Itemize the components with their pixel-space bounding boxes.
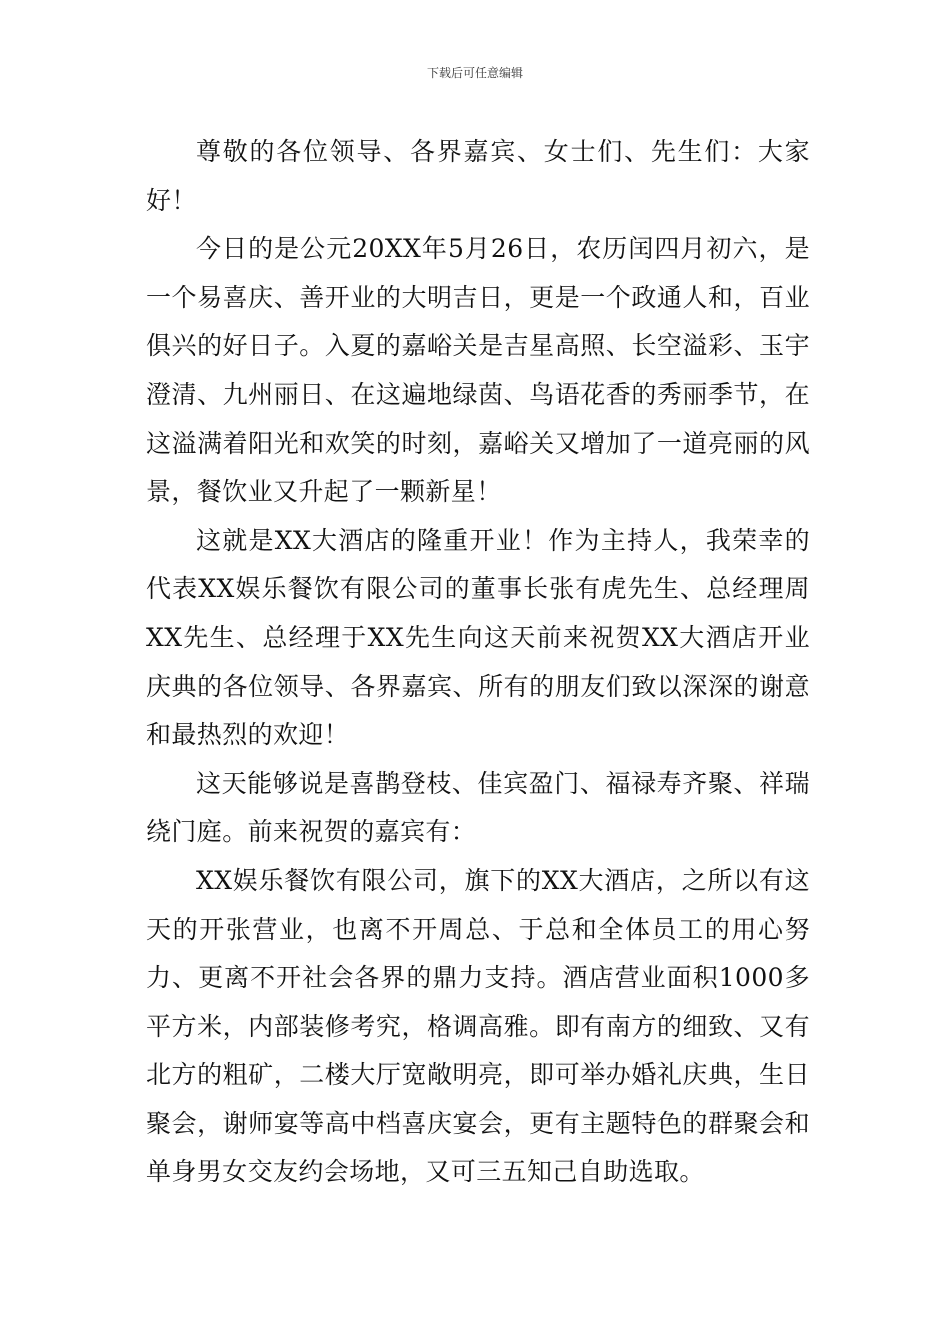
paragraph-greeting: 尊敬的各位领导、各界嘉宾、女士们、先生们：大家好！ [146, 137, 810, 215]
header-note: 下载后可任意编辑 [426, 66, 523, 80]
paragraph-guests: 这天能够说是喜鹊登枝、佳宾盈门、福禄寿齐聚、祥瑞绕门庭。前来祝贺的嘉宾有： [146, 768, 810, 847]
paragraph-opening: 这就是XX大酒店的隆重开业！作为主持人，我荣幸的代表XX娱乐餐饮有限公司的董事长张有虎先生、总经理周XX先生、总经理于XX先生向这天前来祝贺XX大酒店开业庆典的各位领导、各界嘉宾、所有的朋友们致以深深的谢意和最热烈的欢迎！ [146, 525, 810, 750]
paragraph-date: 今日的是公元20XX年5月26日，农历闰四月初六，是一个易喜庆、善开业的大明吉日，更是一个政通人和，百业俱兴的好日子。入夏的嘉峪关是吉星高照、长空溢彩、玉宇澄清、九州丽日、在这遍地绿茵、鸟语花香的秀丽季节，在这溢满着阳光和欢笑的时刻，嘉峪关又增加了一道亮丽的风景，餐饮业又升起了一颗新星！ [146, 234, 810, 507]
paragraph-company: XX娱乐餐饮有限公司，旗下的XX大酒店，之所以有这天的开张营业，也离不开周总、于总和全体员工的用心努力、更离不开社会各界的鼎力支持。酒店营业面积1000多平方米，内部装修考究，格调高雅。即有南方的细致、又有北方的粗矿，二楼大厅宽敞明亮，即可举办婚礼庆典，生日聚会，谢师宴等高中档喜庆宴会，更有主题特色的群聚会和单身男女交友约会场地，又可三五知己自助选取。 [146, 865, 810, 1187]
document-body [146, 128, 810, 1197]
